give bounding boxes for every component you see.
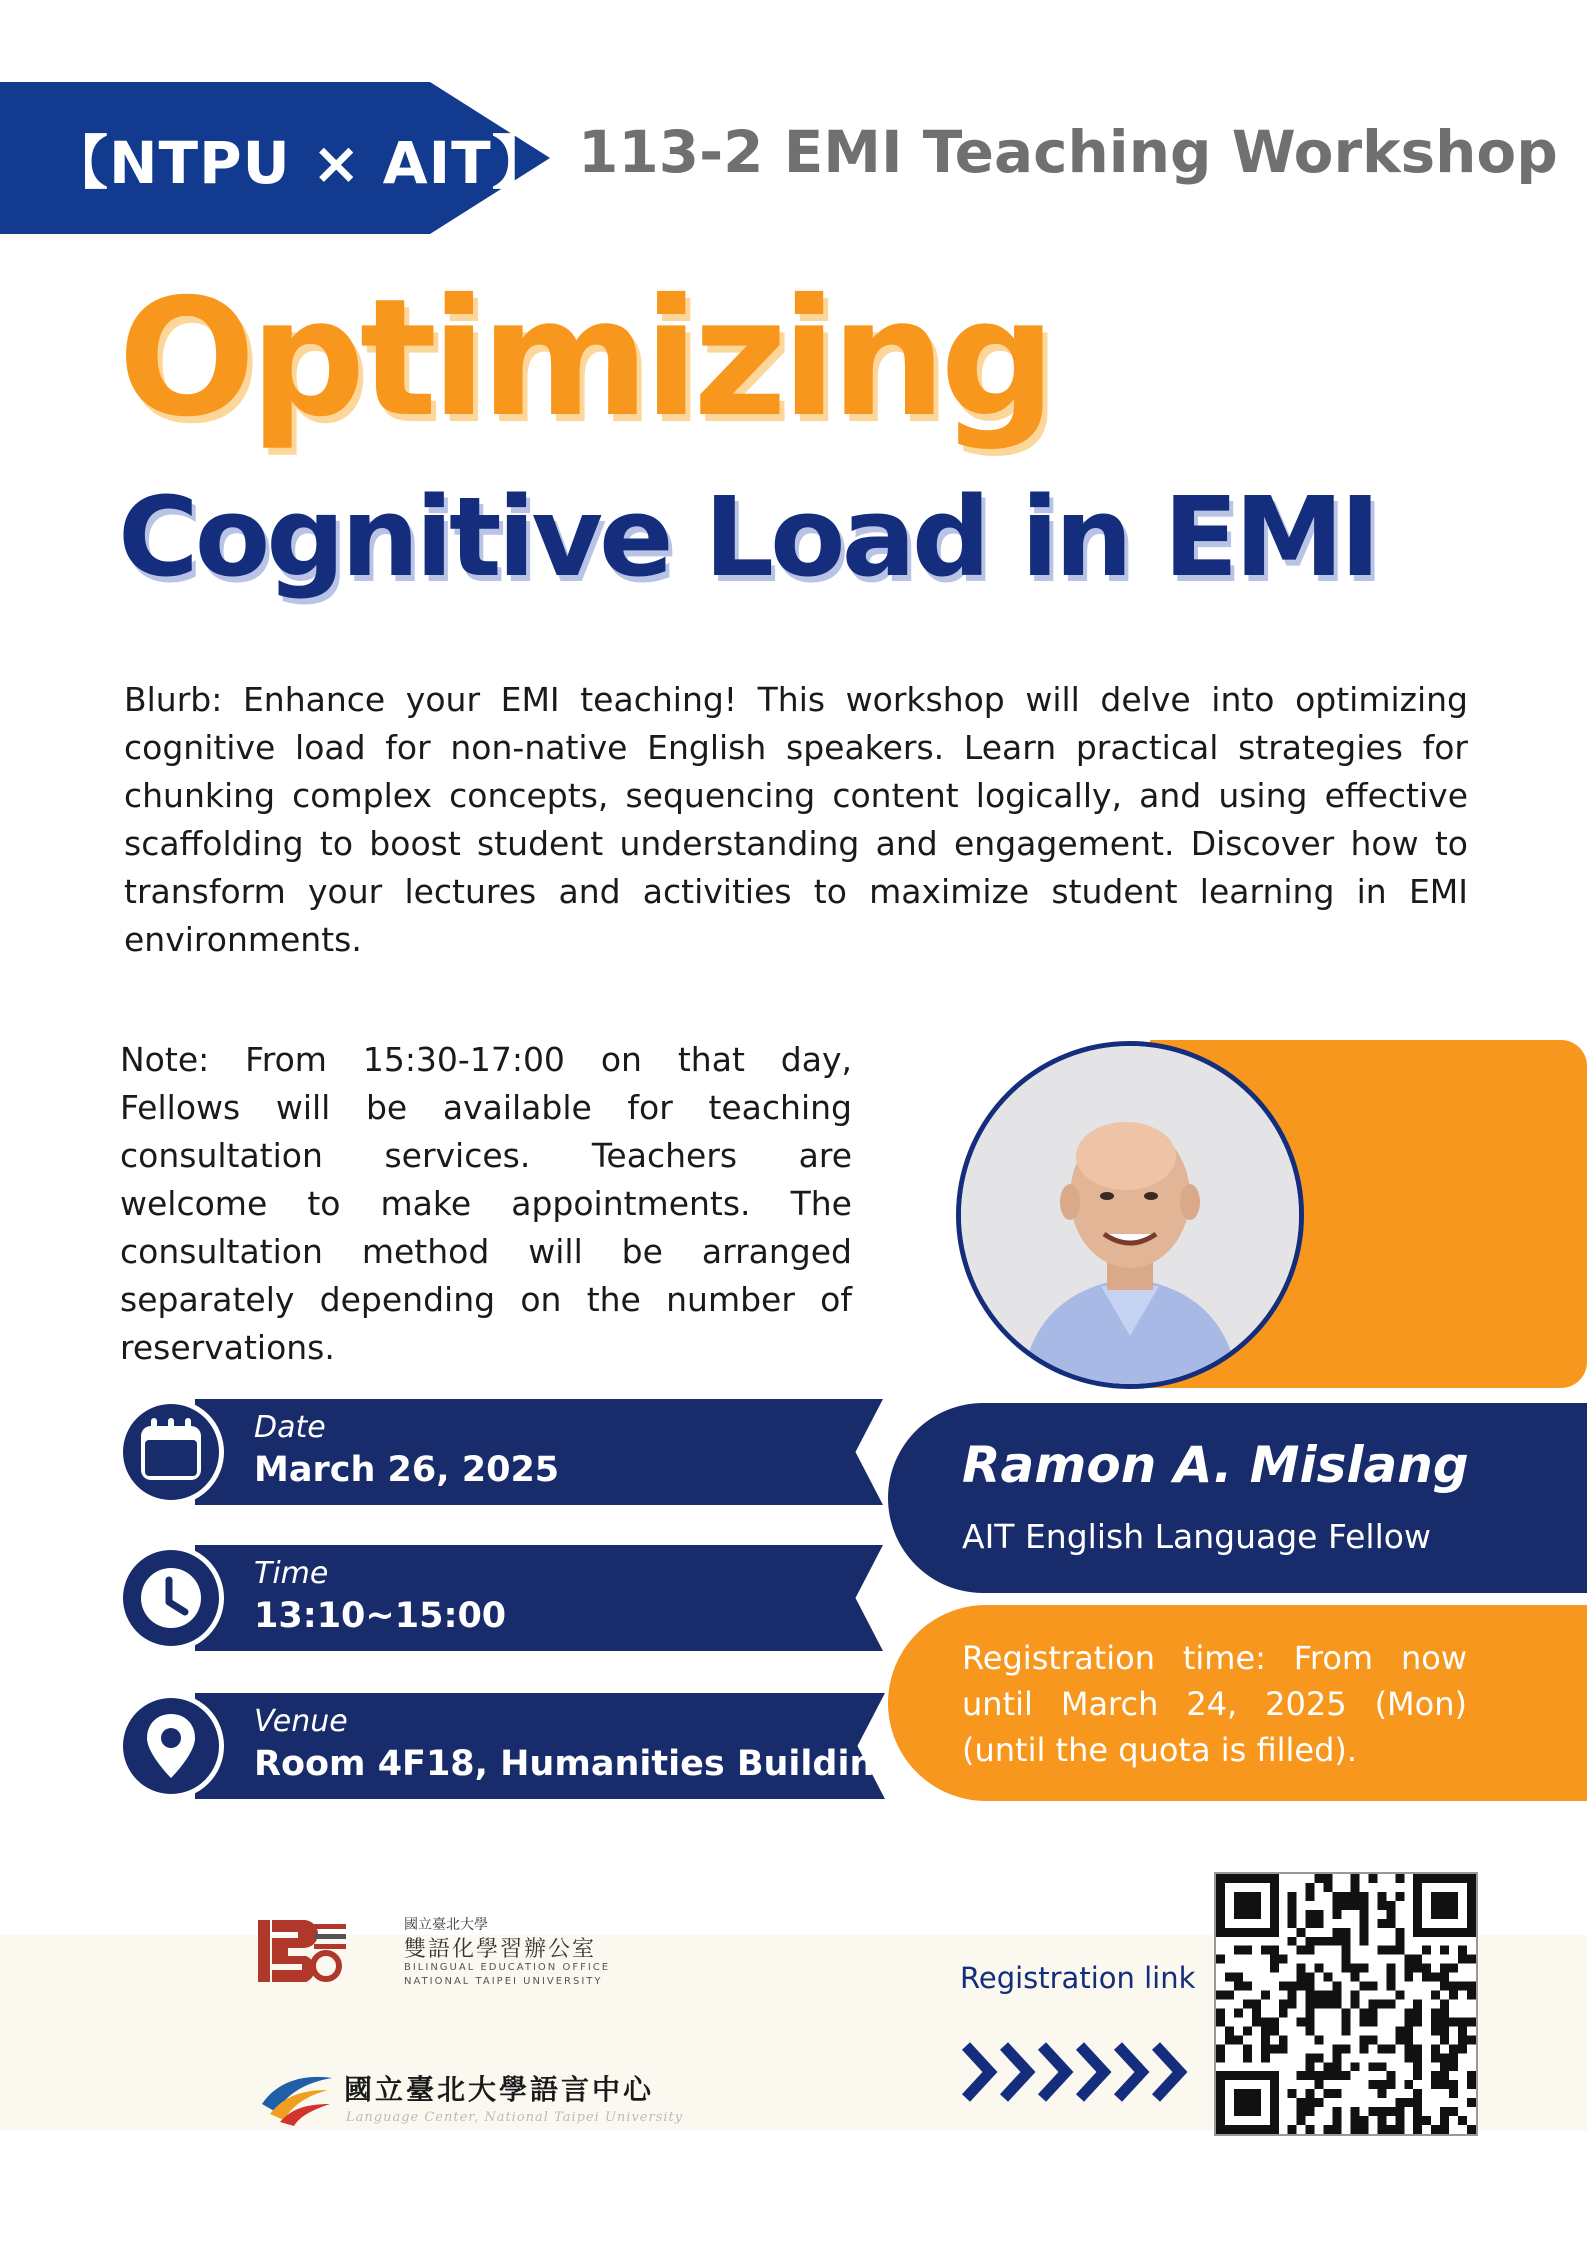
date-value: March 26, 2025 xyxy=(254,1450,560,1490)
registration-link-label: Registration link xyxy=(960,1961,1196,1995)
clock-icon xyxy=(123,1550,219,1646)
registration-time-text: Registration time: From now until March 24, 2025 (Mon) (until the quota is filled). xyxy=(962,1639,1467,1769)
language-center-swoosh-icon xyxy=(258,2060,338,2130)
speaker-portrait-icon xyxy=(961,1046,1299,1384)
venue-value: Room 4F18, Humanities Building xyxy=(254,1744,900,1784)
calendar-icon xyxy=(123,1404,219,1500)
beo-name-line1: 國立臺北大學 xyxy=(404,1917,488,1933)
speaker-photo xyxy=(956,1041,1304,1389)
workshop-title: 113-2 EMI Teaching Workshop xyxy=(578,118,1558,186)
date-label: Date xyxy=(254,1410,326,1445)
language-center-name: 國立臺北大學語言中心 xyxy=(344,2073,655,2106)
beo-name-line2: 雙語化學習辦公室 xyxy=(404,1937,597,1962)
main-title-line1: Optimizing xyxy=(118,265,1051,453)
chevrons-right-icon xyxy=(962,2040,1198,2104)
note-paragraph: Note: From 15:30-17:00 on that day, Fellows will be available for teaching consultation services. Teachers are welcome to make appointments. The consultation method will be arranged separately depending on the number of reservations. xyxy=(120,1040,852,1367)
time-icon-circle xyxy=(118,1545,224,1651)
blurb-paragraph: Blurb: Enhance your EMI teaching! This workshop will delve into optimizing cognitive load for non-native English speakers. Learn practical strategies for chunking complex concepts, sequencing content logically, and using effective scaffolding to boost student understanding and engagement. Discover how to transform your lectures and activities to maximize student learning in EMI environments. xyxy=(124,680,1468,959)
main-title-line2: Cognitive Load in EMI xyxy=(118,473,1377,601)
venue-label: Venue xyxy=(254,1704,348,1739)
speaker-role: AIT English Language Fellow xyxy=(962,1517,1431,1556)
location-pin-icon xyxy=(123,1698,219,1794)
venue-icon-circle xyxy=(118,1693,224,1799)
beo-name-line3: BILINGUAL EDUCATION OFFICE xyxy=(404,1962,611,1973)
time-value: 13:10~15:00 xyxy=(254,1596,507,1636)
beo-name-line4: NATIONAL TAIPEI UNIVERSITY xyxy=(404,1976,603,1987)
qr-code-icon xyxy=(1216,1874,1476,2134)
time-label: Time xyxy=(254,1556,329,1591)
speaker-name: Ramon A. Mislang xyxy=(962,1436,1469,1494)
banner-label: 【NTPU × AIT】 xyxy=(50,129,551,197)
registration-qr-code[interactable] xyxy=(1214,1872,1478,2136)
language-center-english: Language Center, National Taipei University xyxy=(346,2110,684,2125)
date-icon-circle xyxy=(118,1399,224,1505)
speaker-box xyxy=(888,1403,1587,1593)
